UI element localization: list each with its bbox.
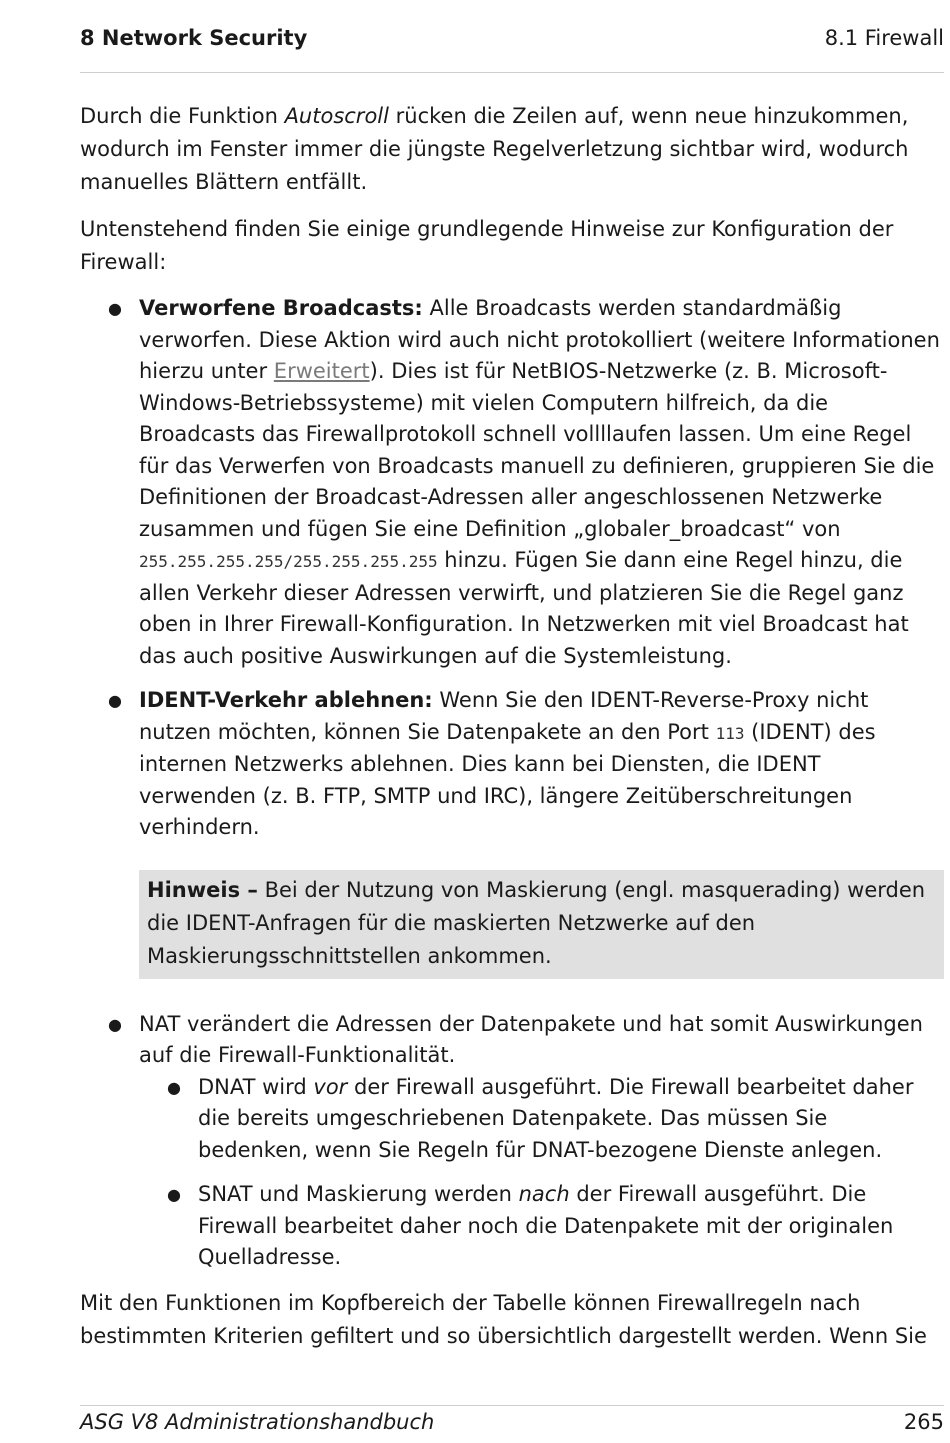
paragraph-filter: Mit den Funktionen im Kopfbereich der Tabelle können Firewallregeln nach bestimmten Kriterien gefiltert und so übersichtlich dargestellt werden. Wenn Sie (80, 1290, 927, 1348)
text: DNAT wird (198, 1074, 314, 1099)
text: SNAT und Maskierung werden (198, 1182, 519, 1206)
emphasis-vor: vor (313, 1074, 348, 1099)
text: Durch die Funktion (80, 104, 285, 128)
text: rücken die Zeilen auf, wenn neue hinzukommen, wodurch im Fenster immer die jüngste Regelverletzung sichtbar wird, wodurch manuelles Blättern entfällt. (80, 104, 909, 194)
text: Alle Broadcasts werden standardmäßig verworfen. Diese Aktion wird auch nicht protokolliert (weitere Informationen hierzu unter (139, 296, 940, 383)
text: (IDENT) des internen Netzwerks ablehnen. Dies kann bei Diensten, die IDENT verwenden (z. B. FTP, SMTP und IRC), längere Zeitüberschreitungen verhindern. (139, 719, 876, 839)
hints-list (80, 293, 944, 1274)
list-item-broadcasts (80, 293, 944, 672)
text: der Firewall ausgeführt. Die Firewall bearbeitet daher die bereits umgeschriebenen Datenpakete. Das müssen Sie bedenken, wenn Sie Regeln für DNAT-bezogene Dienste anlegen. (198, 1074, 914, 1162)
bullet-icon: ● (108, 691, 122, 710)
note-box (139, 870, 944, 979)
link-erweitert[interactable]: Erweitert (273, 359, 370, 383)
text: ). Dies ist für NetBIOS-Netzwerke (z. B. Microsoft-Windows-Betriebssysteme) mit vielen Computern hilfreich, da die Broadcasts das Firewallprotokoll schnell vollllaufen lassen. Um eine Regel für das Verwerfen von Broadcasts manuell zu definieren, gruppieren Sie die Definitionen der Broadcast-Adressen aller angeschlossenen Netzwerke zusammen und fügen Sie eine Definition „globaler_broadcast“ von (139, 359, 935, 541)
chapter-title: 8 Network Security (80, 26, 308, 50)
page-header (80, 24, 944, 73)
code-broadcast-address: 255.255.255.255/255.255.255.255 (139, 552, 438, 571)
page-content (80, 100, 944, 1367)
page-number: 265 (903, 1410, 944, 1434)
document-title: ASG V8 Administrationshandbuch (80, 1410, 435, 1434)
item-title: Verworfene Broadcasts: (139, 296, 423, 320)
list-item-ident (80, 685, 944, 979)
text: hinzu. Fügen Sie dann eine Regel hinzu, die allen Verkehr dieser Adressen verwirft, und platzieren Sie die Regel ganz oben in Ihrer Firewall-Konfiguration. In Netzwerken mit viel Broadcast hat das auch positive Auswirkungen auf die Systemleistung. (139, 548, 909, 668)
section-title: 8.1 Firewall (824, 26, 944, 50)
bullet-icon: ● (167, 1077, 181, 1097)
item-title: IDENT-Verkehr ablehnen: (139, 688, 433, 712)
bullet-icon: ● (167, 1185, 181, 1204)
note-text: Bei der Nutzung von Maskierung (engl. masquerading) werden die IDENT-Anfragen für die maskierten Netzwerke auf den Maskierungsschnittstellen ankommen. (147, 877, 926, 968)
page-footer (80, 1405, 944, 1443)
list-item-dnat (139, 1072, 944, 1167)
text: der Firewall ausgeführt. Die Firewall bearbeitet daher noch die Datenpakete mit der originalen Quelladresse. (198, 1182, 894, 1269)
text: NAT verändert die Adressen der Datenpakete und hat somit Auswirkungen auf die Firewall-Funktionalität. (139, 1011, 923, 1067)
bullet-icon: ● (108, 1014, 122, 1034)
nat-sublist (139, 1072, 944, 1274)
list-item-nat (80, 1009, 944, 1274)
paragraph-autoscroll (80, 100, 944, 199)
text: Wenn Sie den IDENT-Reverse-Proxy nicht nutzen möchten, können Sie Datenpakete an den Port (139, 688, 869, 744)
list-item-snat (139, 1179, 944, 1274)
code-port: 113 (715, 723, 745, 743)
note-label: Hinweis – (147, 877, 258, 902)
emphasis-nach: nach (518, 1182, 570, 1206)
paragraph-intro: Untenstehend finden Sie einige grundlegende Hinweise zur Konfiguration der Firewall: (80, 217, 894, 274)
emphasis-autoscroll: Autoscroll (284, 104, 389, 128)
bullet-icon: ● (108, 299, 122, 318)
